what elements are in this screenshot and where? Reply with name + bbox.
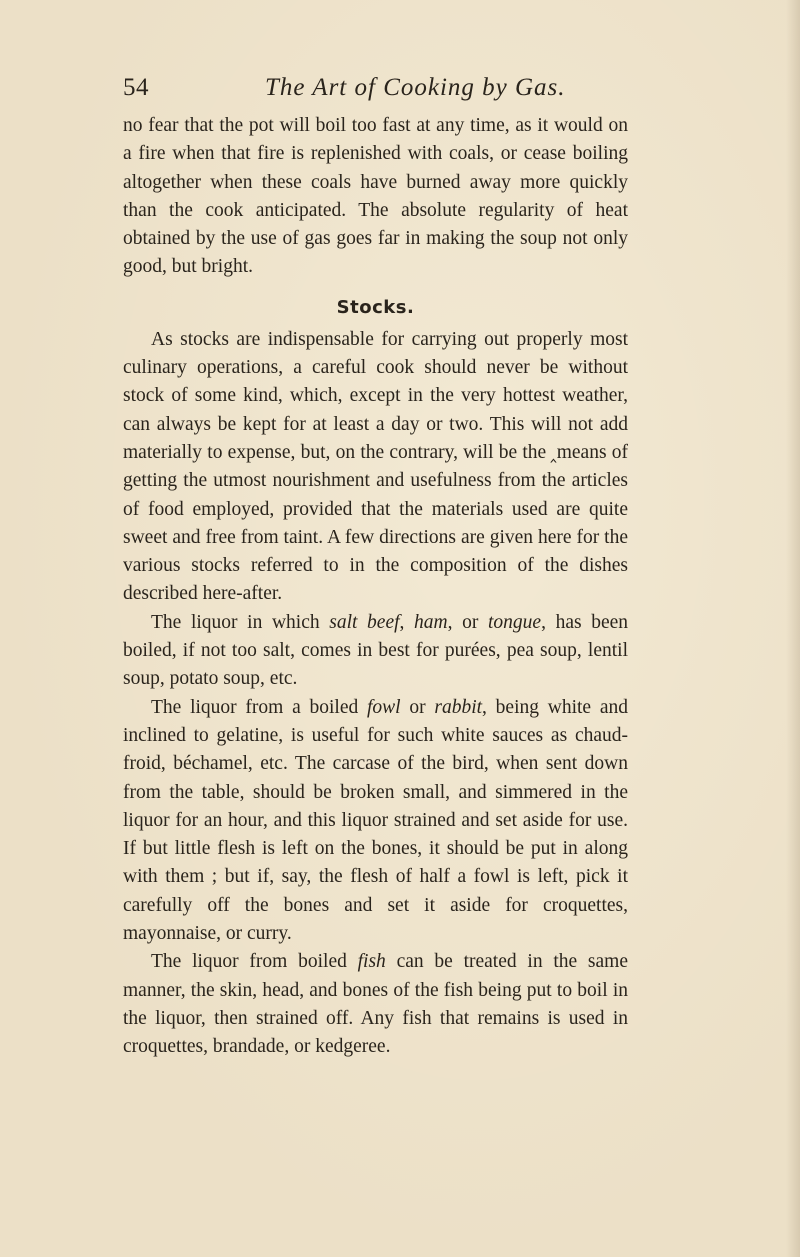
text-run: , or bbox=[447, 611, 488, 633]
italic-term: ham bbox=[414, 611, 448, 633]
text-run: , bbox=[399, 611, 415, 633]
paragraph-salt-beef bbox=[123, 609, 628, 694]
text-run: , has been boiled, if not too salt, comes in best for purées, pea soup, lentil soup, potato soup, etc. bbox=[123, 611, 629, 690]
paragraph-fish bbox=[123, 948, 628, 1061]
page-number: 54 bbox=[123, 74, 149, 101]
paragraph-fowl bbox=[123, 694, 628, 949]
paragraph-intro: no fear that the pot will boil too fast at any time, as it would on a fire when that fire is replenished with coals, or cease boiling altogether when these coals have burned away more quickly than the cook anticipated. The absolute regularity of heat obtained by the use of gas goes far in making the soup not only good, but bright. bbox=[123, 115, 628, 278]
italic-term: salt beef bbox=[329, 611, 400, 633]
paragraph-stocks: As stocks are indispensable for carrying out properly most culinary operations, a careful cook should never be without stock of some kind, which, except in the very hottest weather, can always be kept for at least a day or two. This will not add materially to expense, but, on the contrary, will be the ‸means of getting the utmost nourishment and usefulness from the articles of food employed, provided that the materials used are quite sweet and free from taint. A few directions are given here for the various stocks referred to in the composition of the dishes described here-after. bbox=[123, 328, 628, 605]
text-run: can be treated in the same manner, the skin, head, and bones of the fish being put to boil in the liquor, then strained off. Any fish that remains is used in croquettes, brandade, or kedgeree. bbox=[123, 951, 628, 1058]
text-run: The liquor from a boiled bbox=[151, 696, 367, 718]
page-edge-shadow bbox=[786, 0, 800, 1257]
italic-term: tongue bbox=[488, 611, 542, 633]
text-run: , being white and inclined to gelatine, is useful for such white sauces as chaud-froid, béchamel, etc. The carcase of the bird, when sent down from the table, should be broken small, and simmered in the liquor for an hour, and this liquor strained and set aside for use. If but little flesh is left on the bones, it should be put in along with them ; but if, say, the flesh of half a fowl is left, pick it carefully off the bones and set it aside for croquettes, mayonnaise, or curry. bbox=[123, 696, 628, 945]
italic-term: rabbit bbox=[434, 696, 483, 718]
text-run: or bbox=[400, 696, 435, 718]
page-header bbox=[123, 74, 633, 108]
body-text bbox=[123, 112, 628, 1062]
text-run: The liquor in which bbox=[151, 611, 330, 633]
italic-term: fowl bbox=[367, 696, 401, 718]
section-heading-stocks: Stocks. bbox=[336, 296, 415, 318]
italic-term: fish bbox=[357, 951, 386, 973]
text-run: The liquor from boiled bbox=[151, 951, 358, 973]
running-title: The Art of Cooking by Gas. bbox=[265, 74, 566, 101]
